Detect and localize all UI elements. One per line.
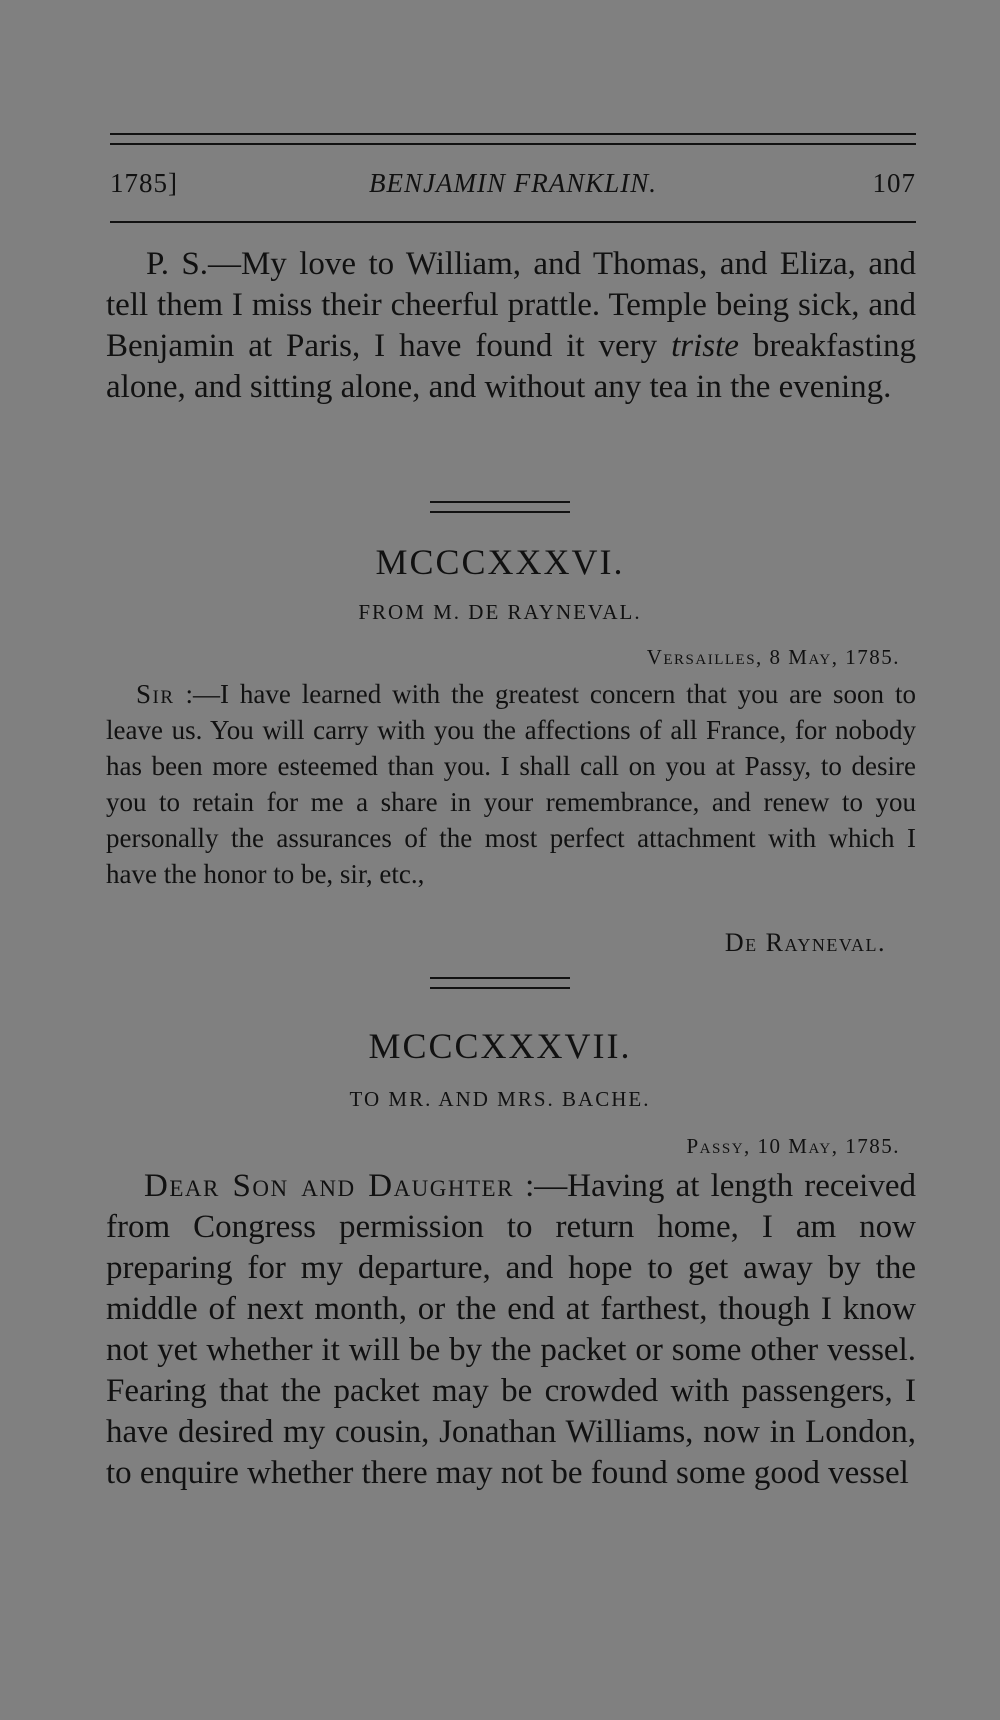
header-rule-top bbox=[110, 133, 916, 135]
letter2-text: :—Having at length received from Congress permission to return home, I am now preparing for my departure, and hope to get away by the middle of next month, or the end at farthest, though I know not yet whether it will be by the packet or some other vessel. Fearing that the packet may be crowded with passengers, I have desired my cousin, Jonathan Williams, now in London, to enquire whether there may not be found some good vessel bbox=[106, 1168, 916, 1491]
letter2-dateline: Passy, 10 May, 1785. bbox=[686, 1134, 900, 1158]
running-header bbox=[110, 164, 916, 204]
letter1-number: MCCCXXXVI. bbox=[375, 542, 625, 582]
letter1-body bbox=[106, 676, 916, 892]
letter1-signature: De Rayneval. bbox=[724, 928, 886, 957]
section-divider-2 bbox=[430, 977, 570, 989]
header-rule-bottom bbox=[110, 221, 916, 223]
letter1-from: FROM M. DE RAYNEVAL. bbox=[358, 600, 642, 624]
postscript-lead: P. S.—My love to William, and Thomas, and Eliza, and tell them I miss their cheerful prattle. Temple being sick, and Benjamin at Paris, I have found it very bbox=[106, 246, 916, 364]
postscript-paragraph bbox=[106, 244, 916, 408]
letter2-number: MCCCXXXVII. bbox=[368, 1026, 632, 1066]
letter1-salutation: Sir bbox=[136, 679, 175, 709]
letter2-salutation: Dear Son and Daughter bbox=[144, 1168, 514, 1204]
page-number: 107 bbox=[872, 168, 916, 198]
header-year: 1785] bbox=[110, 168, 178, 198]
letter2-body bbox=[106, 1166, 916, 1494]
postscript-tail: breakfasting alone, and sitting alone, and without any tea in the evening. bbox=[106, 328, 916, 405]
letter2-to: TO MR. AND MRS. BACHE. bbox=[349, 1087, 651, 1111]
header-rule-upper bbox=[110, 143, 916, 145]
letter1-dateline: Versailles, 8 May, 1785. bbox=[646, 645, 900, 669]
section-divider-1 bbox=[430, 501, 570, 513]
letter1-text: :—I have learned with the greatest concern that you are soon to leave us. You will carry with you the affections of all France, for nobody has been more esteemed than you. I shall call on you at Passy, to desire you to retain for me a share in your remembrance, and renew to you personally the assurances of the most perfect attachment with which I have the honor to be, sir, etc., bbox=[106, 679, 916, 889]
postscript-italic-word: triste bbox=[671, 328, 739, 364]
header-title: BENJAMIN FRANKLIN. bbox=[369, 168, 657, 198]
